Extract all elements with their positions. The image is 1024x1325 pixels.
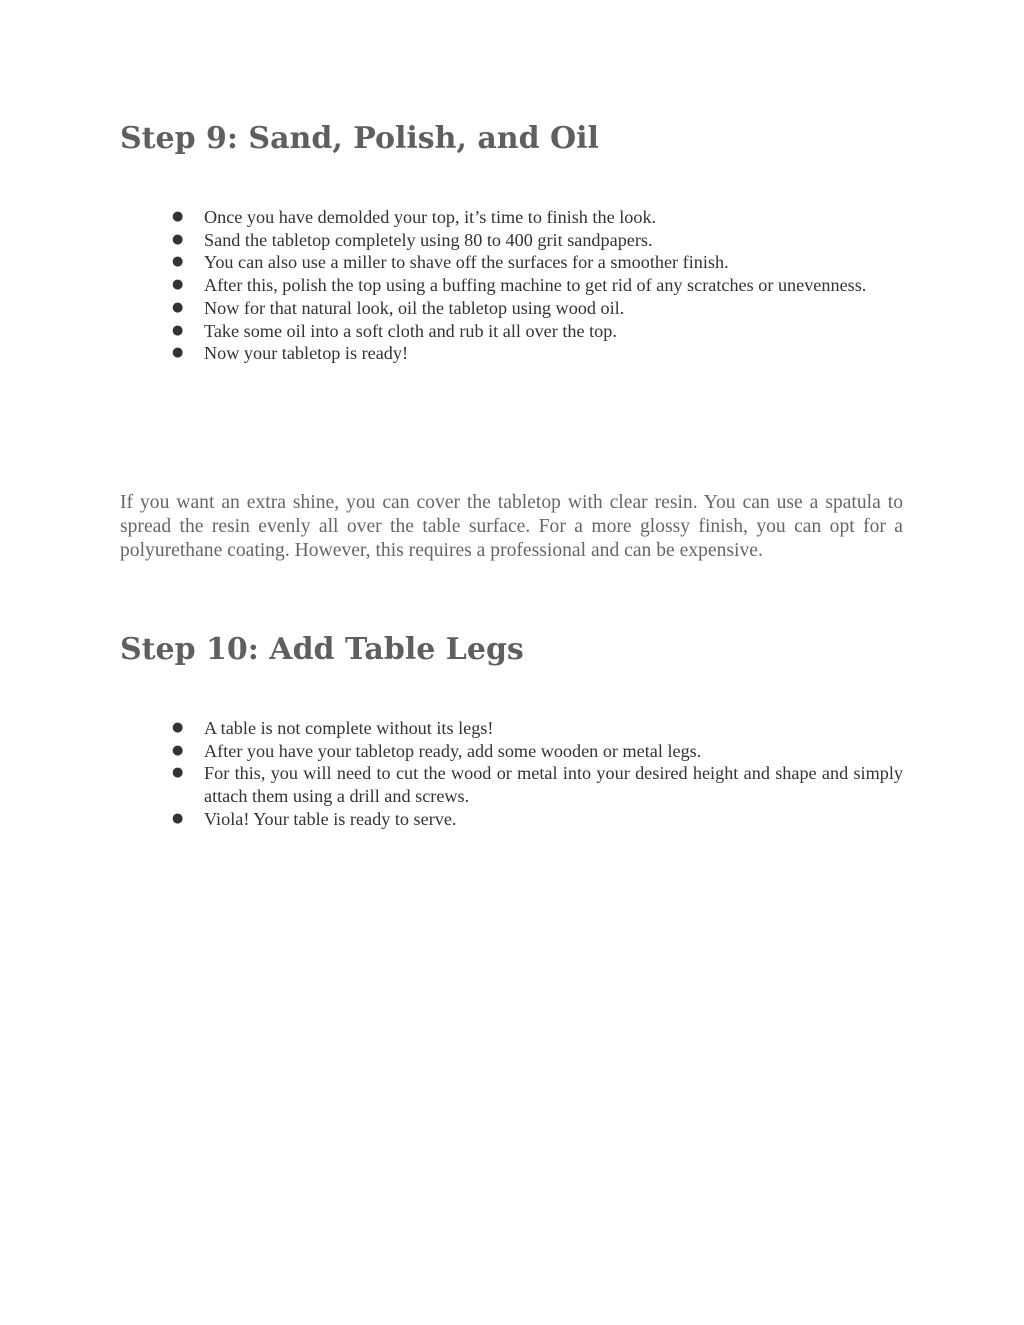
bullet-icon: ● xyxy=(172,742,184,758)
list-item-text: A table is not complete without its legs! xyxy=(204,718,494,738)
bullet-icon: ● xyxy=(172,277,184,293)
list-item xyxy=(0,229,903,252)
list-item-text: After you have your tabletop ready, add some wooden or metal legs. xyxy=(204,740,702,761)
bullet-icon: ● xyxy=(172,345,184,361)
list-item-text: Sand the tabletop completely using 80 to 400 grit sandpapers. xyxy=(204,229,653,250)
extra-shine-paragraph: If you want an extra shine, you can cover the tabletop with clear resin. You can use a spatula to spread the resin evenly all over the table surface. For a more glossy finish, you can opt for a polyurethane coating. However, this requires a professional and can be expensive. xyxy=(120,492,903,561)
bullet-icon: ● xyxy=(172,209,184,224)
bullet-icon: ● xyxy=(172,765,184,781)
list-item xyxy=(0,740,903,763)
bullet-icon: ● xyxy=(172,254,184,270)
step-10-bullet-list xyxy=(0,717,903,831)
list-item-text: For this, you will need to cut the wood or metal into your desired height and shape and simply attach them using a drill and screws. xyxy=(204,763,903,807)
list-item xyxy=(0,717,903,740)
list-item-text: Viola! Your table is ready to serve. xyxy=(204,808,457,829)
list-item-text: You can also use a miller to shave off the surfaces for a smoother finish. xyxy=(204,252,729,273)
list-item xyxy=(0,206,903,229)
list-item xyxy=(0,762,903,807)
list-item xyxy=(0,320,903,343)
list-item xyxy=(0,342,903,365)
step-10-heading: Step 10: Add Table Legs xyxy=(120,632,524,667)
bullet-icon: ● xyxy=(172,810,184,826)
list-item xyxy=(0,251,903,274)
bullet-icon: ● xyxy=(172,322,184,338)
list-item xyxy=(0,274,903,297)
step-9-heading: Step 9: Sand, Polish, and Oil xyxy=(120,121,599,156)
list-item-text: Once you have demolded your top, it’s time to finish the look. xyxy=(204,207,657,227)
list-item xyxy=(0,297,903,320)
list-item-text: Take some oil into a soft cloth and rub it all over the top. xyxy=(204,320,617,341)
step-9-bullet-list xyxy=(0,206,903,365)
list-item-text: After this, polish the top using a buffing machine to get rid of any scratches or unevenness. xyxy=(204,275,867,296)
bullet-icon: ● xyxy=(172,299,184,315)
bullet-icon: ● xyxy=(172,231,184,247)
list-item xyxy=(0,808,903,831)
list-item-text: Now your tabletop is ready! xyxy=(204,343,409,364)
bullet-icon: ● xyxy=(172,720,184,735)
list-item-text: Now for that natural look, oil the tabletop using wood oil. xyxy=(204,297,625,318)
